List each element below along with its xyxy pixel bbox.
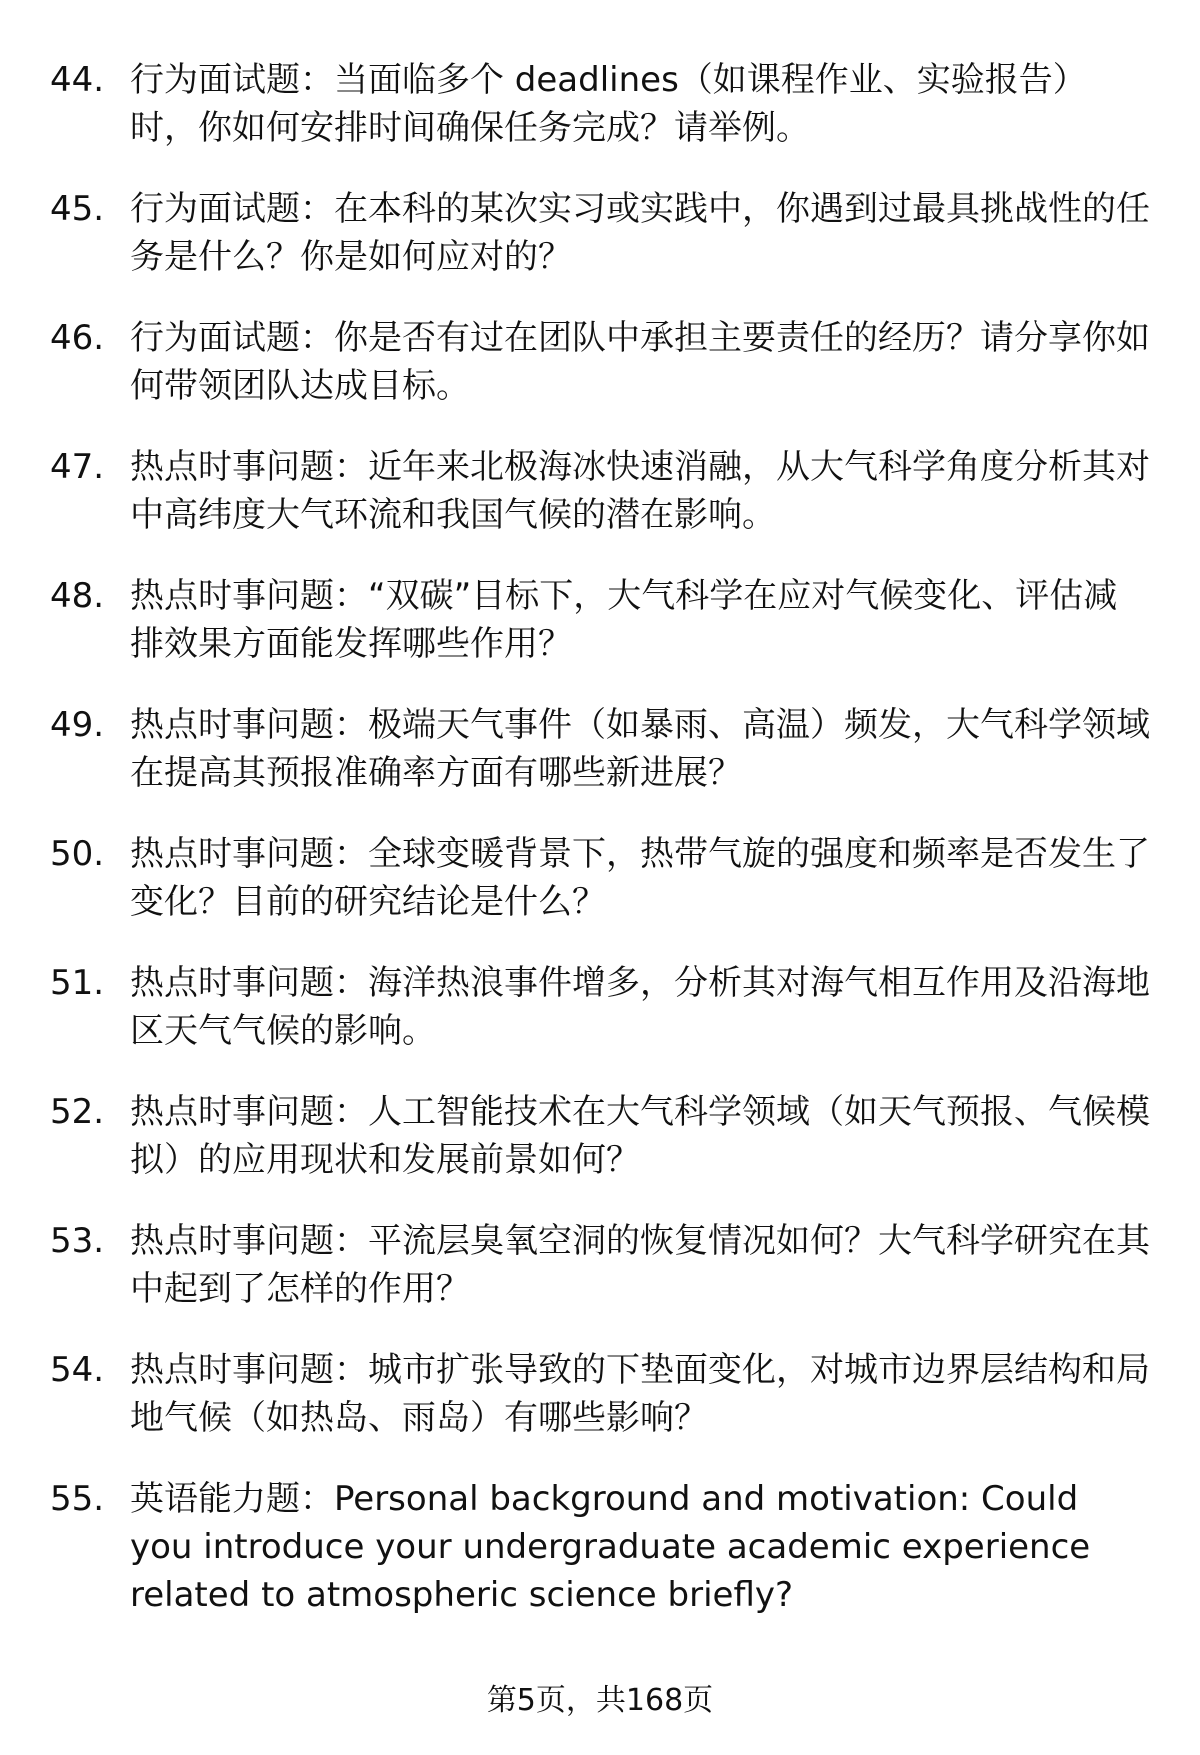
question-number: 54. <box>50 1350 105 1390</box>
question-item <box>50 1346 1150 1475</box>
question-text: 行为面试题：在本科的某次实习或实践中，你遇到过最具挑战性的任务是什么？你是如何应对的？ <box>130 189 1150 277</box>
question-item <box>50 830 1150 959</box>
question-item <box>50 1475 1150 1625</box>
question-text: 热点时事问题：近年来北极海冰快速消融，从大气科学角度分析其对中高纬度大气环流和我国气候的潜在影响。 <box>130 447 1150 535</box>
question-number: 52. <box>50 1092 105 1132</box>
question-number: 47. <box>50 447 105 487</box>
question-number: 51. <box>50 963 105 1003</box>
question-text: 热点时事问题：全球变暖背景下，热带气旋的强度和频率是否发生了变化？目前的研究结论是什么？ <box>130 834 1150 922</box>
question-number: 48. <box>50 576 105 616</box>
question-number: 46. <box>50 318 105 358</box>
question-item <box>50 1217 1150 1346</box>
question-number: 49. <box>50 705 105 745</box>
question-text: 热点时事问题：“双碳”目标下，大气科学在应对气候变化、评估减排效果方面能发挥哪些作用？ <box>130 576 1118 664</box>
question-text: 热点时事问题：极端天气事件（如暴雨、高温）频发，大气科学领域在提高其预报准确率方面有哪些新进展？ <box>130 705 1150 793</box>
question-item <box>50 185 1150 314</box>
question-text: 行为面试题：你是否有过在团队中承担主要责任的经历？请分享你如何带领团队达成目标。 <box>130 318 1150 406</box>
question-text: 热点时事问题：人工智能技术在大气科学领域（如天气预报、气候模拟）的应用现状和发展前景如何？ <box>130 1092 1150 1180</box>
question-number: 45. <box>50 189 105 229</box>
question-text: 热点时事问题：海洋热浪事件增多，分析其对海气相互作用及沿海地区天气气候的影响。 <box>130 963 1150 1051</box>
question-item <box>50 572 1150 701</box>
question-item <box>50 443 1150 572</box>
question-text: 热点时事问题：城市扩张导致的下垫面变化，对城市边界层结构和局地气候（如热岛、雨岛）有哪些影响？ <box>130 1350 1150 1438</box>
question-number: 50. <box>50 834 105 874</box>
question-text: 热点时事问题：平流层臭氧空洞的恢复情况如何？大气科学研究在其中起到了怎样的作用？ <box>130 1221 1150 1309</box>
question-number: 44. <box>50 60 105 100</box>
question-item <box>50 959 1150 1088</box>
question-text: 英语能力题：Personal background and motivation: Could you introduce your undergraduate academic experience related to atmospheric science briefly? <box>130 1479 1091 1615</box>
question-number: 55. <box>50 1479 105 1519</box>
question-list <box>50 56 1150 1625</box>
question-text: 行为面试题：当面临多个 deadlines（如课程作业、实验报告）时，你如何安排时间确保任务完成？请举例。 <box>130 60 1087 148</box>
question-item <box>50 701 1150 830</box>
question-item <box>50 314 1150 443</box>
question-number: 53. <box>50 1221 105 1261</box>
question-item <box>50 56 1150 185</box>
page-footer: 第5页，共168页 <box>486 1683 714 1718</box>
question-item <box>50 1088 1150 1217</box>
